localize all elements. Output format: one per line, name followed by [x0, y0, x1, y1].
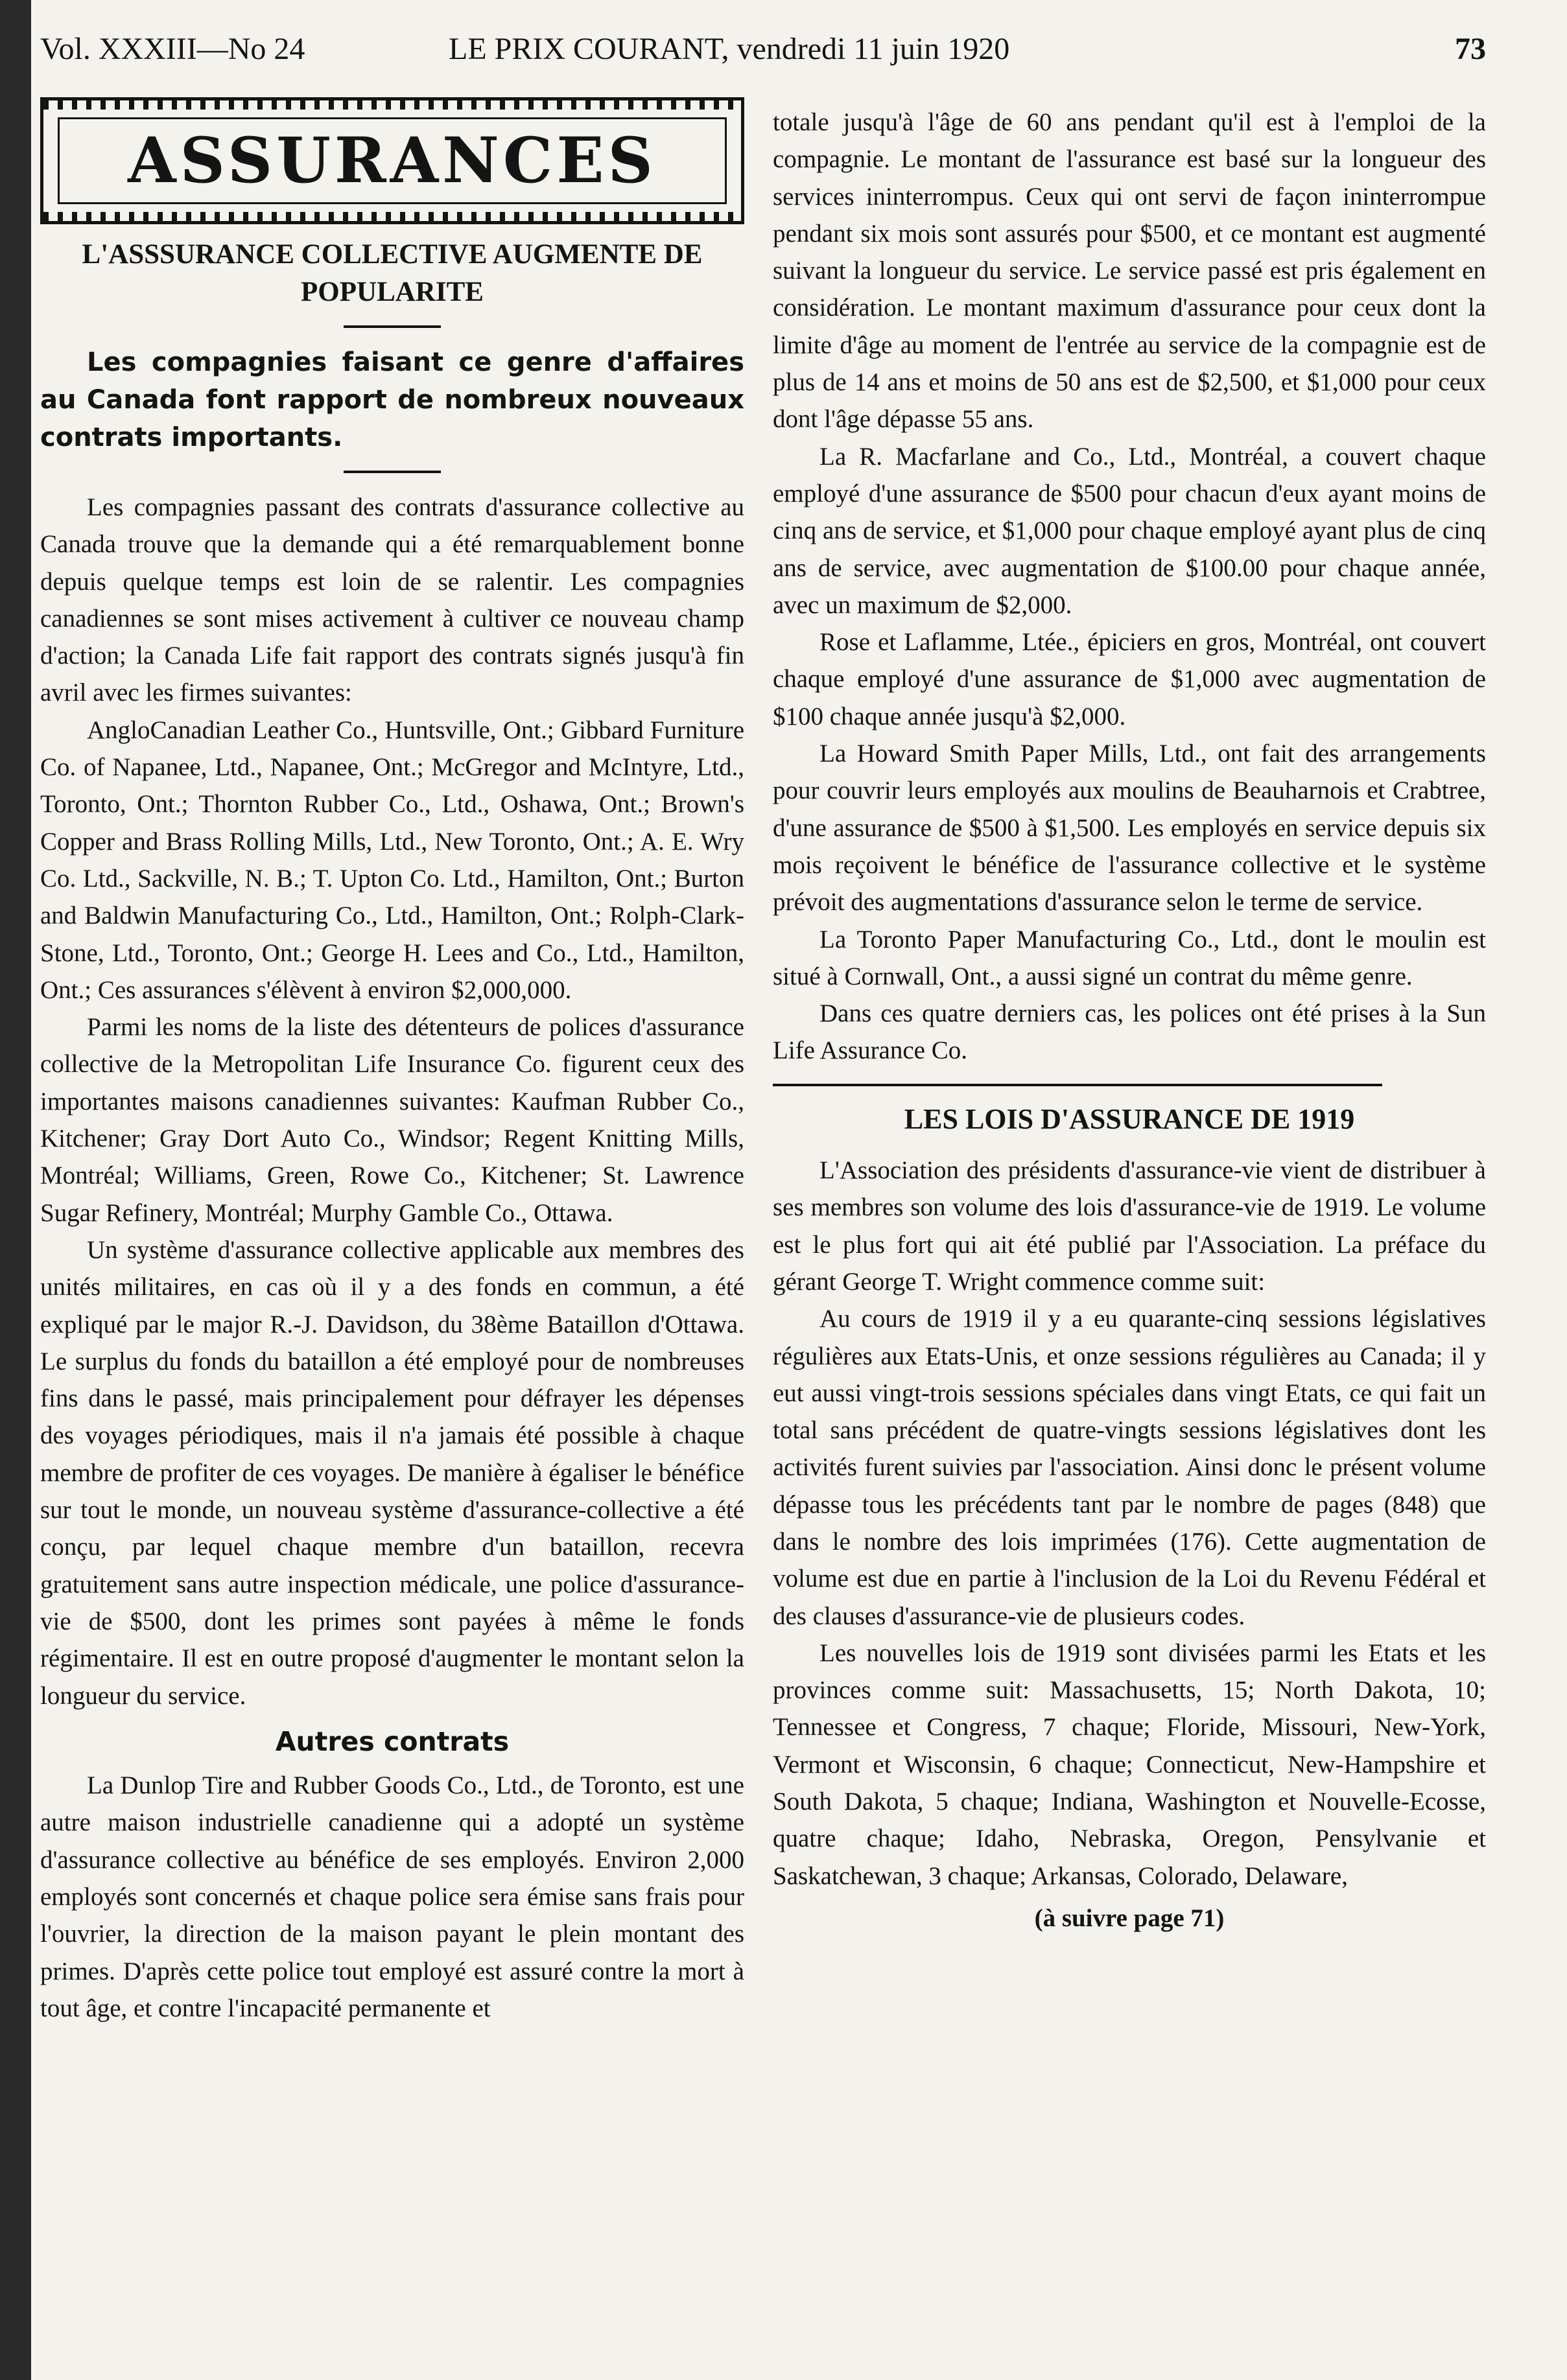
- banner-frame: [58, 117, 727, 204]
- paragraph: totale jusqu'à l'âge de 60 ans pendant qu'il est à l'emploi de la compagnie. Le montant de l'assurance est basé sur la longueur des services ininterrompus. Ceux qui ont servi de façon ininterrompue pendant six mois sont assurés pour $500, et ce montant est augmenté suivant la longueur du service. Le service passé est pris également en considération. Le montant maximum d'assurance pour ceux dont la limite d'âge au moment de l'entrée au service de la compagnie est de plus de 14 ans et moins de 50 ans est de $2,500, et $1,000 pour ceux dont l'âge dépasse 55 ans.: [773, 108, 1486, 434]
- page-number: 73: [1455, 32, 1486, 66]
- page-binding-edge: [0, 0, 31, 2380]
- publication-title: LE PRIX COURANT, vendredi 11 juin 1920: [449, 32, 1010, 66]
- divider: [344, 325, 441, 328]
- article-headline: L'ASSSURANCE COLLECTIVE AUGMENTE DE POPULARITE: [82, 239, 703, 307]
- paragraph: La Howard Smith Paper Mills, Ltd., ont fait des arrangements pour couvrir leurs employés aux moulins de Beauharnois et Crabtree, d'une assurance de $500 à $1,500. Les employés en service depuis six mois reçoivent le bénéfice de l'assurance collective et le système prévoit des augmentations d'assurance selon le terme de service.: [773, 740, 1486, 916]
- paragraph: Rose et Laflamme, Ltée., épiciers en gros, Montréal, ont couvert chaque employé d'une assurance de $1,000 avec augmentation de $100 chaque année jusqu'à $2,000.: [773, 628, 1486, 730]
- article-deck: Les compagnies faisant ce genre d'affaires au Canada font rapport de nombreux nouveaux contrats importants.: [40, 347, 744, 452]
- paragraph: Les nouvelles lois de 1919 sont divisées parmi les Etats et les provinces comme suit: Massachusetts, 15; North Dakota, 10; Tennessee et Congress, 7 chaque; Floride, Missouri, New-York, Vermont et Wisconsin, 6 chaque; Connecticut, New-Hampshire et South Dakota, 5 chaque; Indiana, Washington et Nouvelle-Ecosse, quatre chaque; Idaho, Nebraska, Oregon, Pensylvanie et Saskatchewan, 3 chaque; Arkansas, Colorado, Delaware,: [773, 1639, 1486, 1890]
- subheading: Autres contrats: [275, 1725, 510, 1757]
- paragraph: Au cours de 1919 il y a eu quarante-cinq sessions législatives régulières aux Etats-Unis, et onze sessions régulières au Canada; il y eut aussi vingt-trois sessions spéciales dans vingt Etats, ce qui fait un total sans précédent de quatre-vingts sessions législatives dont les activités furent suivies par l'association. Ainsi donc le présent volume dépasse tous les précédents tant par le nombre de pages (848) que dans le nombre des lois imprimées (176). Cette augmentation de volume est due en partie à l'inclusion de la Loi du Revenu Fédéral et des clauses d'assurance-vie de plusieurs codes.: [773, 1305, 1486, 1630]
- paragraph: Un système d'assurance collective applicable aux membres des unités militaires, en cas où il y a des fonds en commun, a été expliqué par le major R.-J. Davidson, du 38ème Bataillon d'Ottawa. Le surplus du fonds du bataillon a été employé pour de nombreuses fins dans le passé, mais principalement pour défrayer les dépenses des voyages périodiques, mais il n'a jamais été possible à chaque membre de profiter de ces voyages. De manière à égaliser le bénéfice sur tout le monde, un nouveau système d'assurance-collective a été conçu, par lequel chaque membre d'un bataillon, recevra gratuitement sans autre inspection médicale, une police d'assurance-vie de $500, dont les primes sont payées à même le fonds régimentaire. Il est en outre proposé d'augmenter le montant selon la longueur du service.: [40, 1235, 744, 1710]
- section-banner: [40, 97, 744, 224]
- section-title: ASSURANCES: [128, 124, 657, 198]
- page-header: [40, 31, 1486, 83]
- paragraph: Dans ces quatre derniers cas, les polices ont été prises à la Sun Life Assurance Co.: [773, 999, 1486, 1065]
- article-headline: LES LOIS D'ASSURANCE DE 1919: [904, 1102, 1355, 1135]
- paragraph: Les compagnies passant des contrats d'assurance collective au Canada trouve que la demande qui a été remarquablement bonne depuis quelque temps est loin de se ralentir. Les compagnies canadiennes se sont mises activement à cultiver ce nouveau champ d'action; la Canada Life fait rapport des contrats signés jusqu'à fin avril avec les firmes suivantes:: [40, 493, 744, 707]
- paragraph: Parmi les noms de la liste des détenteurs de polices d'assurance collective de la Metropolitan Life Insurance Co. figurent ceux des importantes maisons canadiennes suivantes: Kaufman Rubber Co., Kitchener; Gray Dort Auto Co., Windsor; Regent Knitting Mills, Montréal; Williams, Green, Rowe Co., Kitchener; St. Lawrence Sugar Refinery, Montréal; Murphy Gamble Co., Ottawa.: [40, 1013, 744, 1227]
- paragraph: La Toronto Paper Manufacturing Co., Ltd., dont le moulin est situé à Cornwall, Ont., a aussi signé un contrat du même genre.: [773, 925, 1486, 990]
- left-column: [40, 97, 744, 2027]
- divider: [344, 471, 441, 473]
- divider: [773, 1084, 1382, 1086]
- continued-note: (à suivre page 71): [1034, 1904, 1225, 1932]
- paragraph: La R. Macfarlane and Co., Ltd., Montréal, a couvert chaque employé d'une assurance de $500 pour chacun d'eux ayant moins de cinq ans de service, et $1,000 pour chaque employé ayant plus de cinq ans de service, avec augmentation de $100.00 pour chaque année, avec un maximum de $2,000.: [773, 442, 1486, 619]
- paragraph: L'Association des présidents d'assurance-vie vient de distribuer à ses membres son volume des lois d'assurance-vie de 1919. Le volume est le plus fort qui ait été publié par l'Association. La préface du gérant George T. Wright commence comme suit:: [773, 1156, 1486, 1296]
- paragraph: AngloCanadian Leather Co., Huntsville, Ont.; Gibbard Furniture Co. of Napanee, Ltd., Napanee, Ont.; McGregor and McIntyre, Ltd., Toronto, Ont.; Thornton Rubber Co., Ltd., Oshawa, Ont.; Brown's Copper and Brass Rolling Mills, Ltd., New Toronto, Ont.; A. E. Wry Co. Ltd., Sackville, N. B.; T. Upton Co. Ltd., Hamilton, Ont.; Burton and Baldwin Manufacturing Co., Ltd., Hamilton, Ont.; Rolph-Clark-Stone, Ltd., Toronto, Ont.; George H. Lees and Co., Ltd., Hamilton, Ont.; Ces assurances s'élèvent à environ $2,000,000.: [40, 716, 744, 1004]
- right-column: [773, 104, 1486, 1937]
- volume-number: Vol. XXXIII—No 24: [40, 32, 305, 66]
- paragraph: La Dunlop Tire and Rubber Goods Co., Ltd., de Toronto, est une autre maison industrielle canadienne qui a adopté un système d'assurance collective au bénéfice de ses employés. Environ 2,000 employés sont concernés et chaque police sera émise sans frais pour l'ouvrier, la direction de la maison payant le plein montant des primes. D'après cette police tout employé est assuré contre la mort à tout âge, et contre l'incapacité permanente et: [40, 1771, 744, 2022]
